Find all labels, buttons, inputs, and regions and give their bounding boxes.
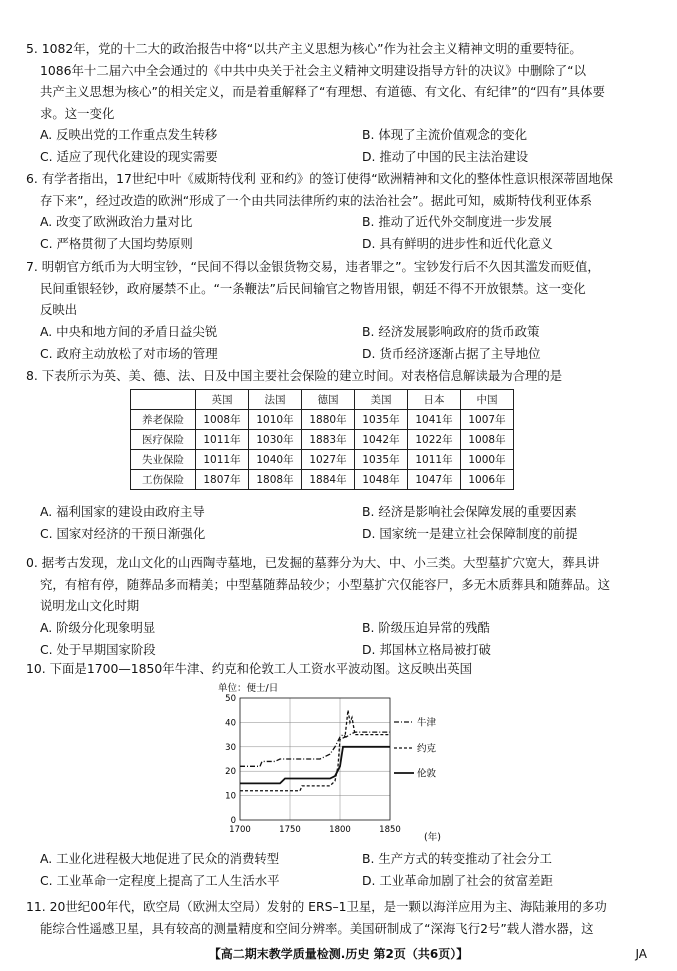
y-tick-label: 20 (225, 767, 236, 778)
table-corner (131, 390, 196, 410)
q6-option-d: D. 具有鲜明的进步性和近代化意义 (362, 236, 553, 251)
q7-options-row1 (26, 321, 656, 343)
table-cell: 1000年 (461, 450, 514, 470)
q9-option-d: D. 邦国林立格局被打破 (362, 641, 491, 657)
table-row (131, 430, 514, 450)
q7-line2: 民间重银轻钞，政府屡禁不止。“一条鞭法”后民间输官之物皆用银，朝廷不得不开放银禁。这一变化 (40, 280, 586, 296)
table-cell: 1011年 (196, 450, 249, 470)
q5-option-b: B. 体现了主流价值观念的变化 (362, 127, 528, 142)
legend-label: 伦敦 (417, 768, 437, 780)
table-row (131, 410, 514, 430)
y-tick-label: 30 (225, 742, 236, 753)
q9-option-c: C. 处于早期国家阶段 (40, 641, 156, 657)
legend-label: 约克 (417, 743, 437, 755)
q6-option-a: A. 改变了欧洲政治力量对比 (40, 214, 193, 229)
q7-line1: 7. 明朝官方纸币为大明宝钞，“民间不得以金银货物交易，违者罪之”。宝钞发行后不久因其滥发而贬值， (26, 259, 600, 274)
question-10 (26, 658, 656, 680)
q10-options-row1 (26, 848, 656, 870)
table-cell: 1880年 (302, 410, 355, 430)
table-cell: 1035年 (355, 450, 408, 470)
table-cell: 1007年 (461, 410, 514, 430)
table-cell: 1035年 (355, 410, 408, 430)
q9-line1: 0. 据考古发现，龙山文化的山西陶寺墓地，已发掘的墓葬分为大、中、小三类。大型墓扩穴宽大，葬具讲 (26, 555, 600, 570)
chart-ylabel: 单位：便士/日 (218, 683, 279, 694)
q11-line1: 11. 20世纪00年代，欧空局（欧洲太空局）发射的 ERS–1卫星，是一颗以海洋应用为主、海陆兼用的多功 (26, 899, 607, 914)
table-cell: 1807年 (196, 470, 249, 490)
q9-line2: 究，有棺有停，随葬品多而精美；中型墓随葬品较少；小型墓扩穴仅能容尸，多无木质葬具和随葬品。这 (40, 576, 610, 592)
q10-option-a: A. 工业化进程极大地促进了民众的消费转型 (40, 851, 280, 866)
table-cell: 1011年 (196, 430, 249, 450)
y-tick-label: 50 (225, 694, 236, 704)
series-line-伦敦 (240, 747, 390, 784)
q6-options-row1 (26, 211, 656, 233)
q5-option-c: C. 适应了现代化建设的现实需要 (40, 149, 218, 164)
q7-option-d: D. 货币经济逐渐占据了主导地位 (362, 345, 541, 361)
q7-option-a: A. 中央和地方间的矛盾日益尖锐 (40, 323, 218, 339)
q11-line2: 能综合性遥感卫星，具有较高的测量精度和空间分辨率。美国研制成了“深海飞行2号”载人潜水器，这 (40, 920, 594, 936)
q6-line1: 6. 有学者指出，17世纪中叶《威斯特伐利 亚和约》的签订使得“欧洲精神和文化的整体性意识根深蒂固地保 (26, 171, 614, 186)
question-9 (26, 552, 656, 661)
q9-options-row1 (26, 617, 656, 639)
q8-option-a: A. 福利国家的建设由政府主导 (40, 504, 205, 519)
table-header-cell: 英国 (196, 390, 249, 410)
q10-option-d: D. 工业革命加剧了社会的贫富差距 (362, 873, 553, 888)
table-header-cell: 美国 (355, 390, 408, 410)
plot-frame (240, 698, 390, 820)
x-tick-label: 1800 (329, 825, 351, 835)
q9-line3: 说明龙山文化时期 (40, 598, 140, 613)
question-5 (26, 38, 656, 168)
table-row-header: 失业保险 (131, 450, 196, 470)
q10-option-c: C. 工业革命一定程度上提高了工人生活水平 (40, 873, 280, 888)
table-cell: 1883年 (302, 430, 355, 450)
table-cell: 1884年 (302, 470, 355, 490)
question-8 (26, 365, 656, 387)
q8-option-c: C. 国家对经济的干预日渐强化 (40, 526, 206, 541)
q5-line1: 5. 1082年，党的十二大的政治报告中将“以共产主义思想为核心”作为社会主义精神文明的重要特征。 (26, 41, 582, 56)
page-footer (0, 944, 677, 966)
table-row-header: 医疗保险 (131, 430, 196, 450)
q8-line1: 8. 下表所示为英、美、德、法、日及中国主要社会保险的建立时间。对表格信息解读最为合理的是 (26, 368, 563, 383)
table-header-cell: 中国 (461, 390, 514, 410)
table-cell: 1027年 (302, 450, 355, 470)
q10-option-b: B. 生产方式的转变推动了社会分工 (362, 851, 552, 866)
x-tick-label: 1750 (279, 825, 301, 835)
table-header-cell: 德国 (302, 390, 355, 410)
q5-option-a: A. 反映出党的工作重点发生转移 (40, 127, 218, 142)
table-cell: 1042年 (355, 430, 408, 450)
q8-option-b: B. 经济是影响社会保障发展的重要因素 (362, 504, 577, 519)
q5-option-d: D. 推动了中国的民主法治建设 (362, 149, 529, 164)
table-header-cell: 法国 (249, 390, 302, 410)
q7-option-c: C. 政府主动放松了对市场的管理 (40, 345, 218, 361)
table-cell: 1006年 (461, 470, 514, 490)
q8-options-row1 (26, 501, 656, 523)
table-row-header: 养老保险 (131, 410, 196, 430)
social-insurance-table (130, 389, 514, 490)
table-header-cell: 日本 (408, 390, 461, 410)
q8-options-row2 (26, 523, 656, 545)
q5-options-row2 (26, 146, 656, 168)
x-tick-label: 1850 (379, 825, 401, 835)
x-tick-label: 1700 (229, 825, 251, 835)
q7-option-b: B. 经济发展影响政府的货币政策 (362, 323, 540, 339)
table-cell: 1041年 (408, 410, 461, 430)
table-row-header: 工伤保险 (131, 470, 196, 490)
y-tick-label: 0 (230, 816, 236, 826)
table-cell: 1008年 (461, 430, 514, 450)
q9-option-b: B. 阶级压迫异常的残酷 (362, 619, 490, 635)
q8-option-d: D. 国家统一是建立社会保障制度的前提 (362, 526, 578, 541)
table-cell: 1030年 (249, 430, 302, 450)
table-cell: 1047年 (408, 470, 461, 490)
question-10-options (26, 848, 656, 892)
chart-axes (225, 694, 401, 835)
footer-code: JA (635, 947, 647, 961)
table-header-row (131, 390, 514, 410)
chart-legend (394, 717, 437, 780)
table-cell: 1022年 (408, 430, 461, 450)
q5-line4: 求。这一变化 (40, 105, 115, 121)
question-11 (26, 896, 656, 939)
table-cell: 1008年 (196, 410, 249, 430)
q5-line3: 共产主义思想为核心”的相关定义，而是着重解释了“有理想、有道德、有文化、有纪律”的“四有”具体要 (40, 84, 605, 99)
question-8-options (26, 501, 656, 545)
table-cell: 1048年 (355, 470, 408, 490)
question-6 (26, 168, 656, 255)
table-row (131, 470, 514, 490)
chart-xlabel: (年) (424, 832, 441, 843)
q7-line3: 反映出 (40, 302, 78, 317)
question-7 (26, 256, 656, 365)
y-tick-label: 40 (225, 718, 236, 729)
q6-option-b: B. 推动了近代外交制度进一步发展 (362, 214, 552, 229)
table-row (131, 450, 514, 470)
q10-options-row2 (26, 870, 656, 892)
q5-options-row1 (26, 124, 656, 146)
table-cell: 1040年 (249, 450, 302, 470)
q10-line1: 10. 下面是1700—1850年牛津、约克和伦敦工人工资水平波动图。这反映出英国 (26, 661, 473, 676)
series-line-牛津 (240, 732, 390, 766)
wage-line-chart (214, 680, 464, 846)
y-tick-label: 10 (225, 791, 236, 802)
q5-line2: 1086年十二届六中全会通过的《中共中央关于社会主义精神文明建设指导方针的决议》中删除了“以 (40, 62, 586, 78)
q7-options-row2 (26, 343, 656, 365)
table-cell: 1010年 (249, 410, 302, 430)
legend-label: 牛津 (417, 717, 437, 729)
q6-line2: 存下来”，经过改造的欧洲“形成了一个由共同法律所约束的法治社会”。据此可知，威斯特伐利亚体系 (40, 192, 593, 208)
table-cell: 1011年 (408, 450, 461, 470)
footer-text: 【高二期末教学质量检测.历史 第2页（共6页）】 (208, 947, 469, 961)
q6-option-c: C. 严格贯彻了大国均势原则 (40, 236, 193, 251)
q9-option-a: A. 阶级分化现象明显 (40, 619, 156, 635)
q6-options-row2 (26, 233, 656, 255)
table-cell: 1808年 (249, 470, 302, 490)
chart-grid (240, 698, 390, 820)
